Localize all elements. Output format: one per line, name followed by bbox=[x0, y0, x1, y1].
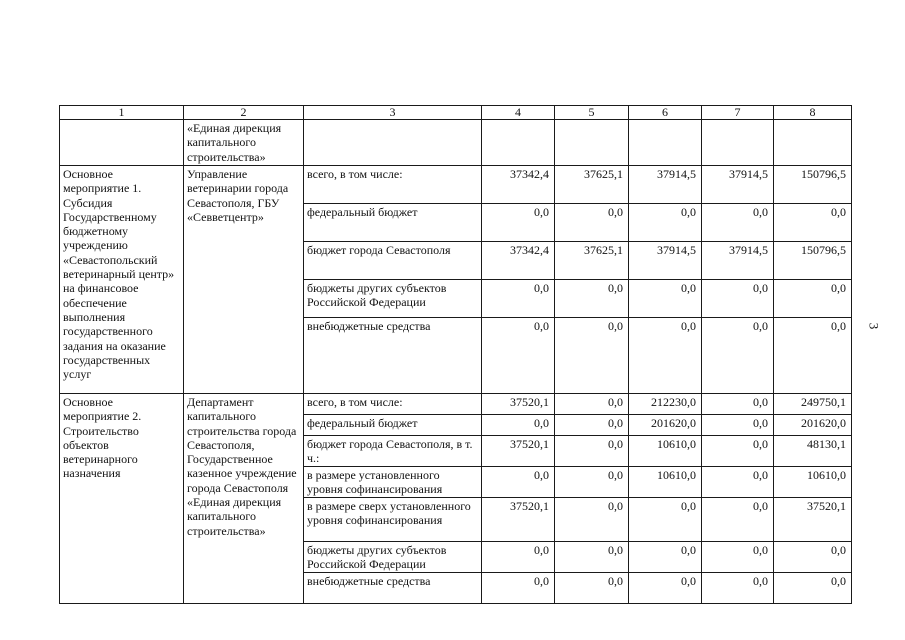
value-cell: 0,0 bbox=[774, 204, 852, 242]
funding-source-cell: всего, в том числе: bbox=[304, 166, 482, 204]
value-cell: 0,0 bbox=[629, 497, 702, 541]
value-cell: 0,0 bbox=[629, 541, 702, 572]
empty-cell bbox=[304, 120, 482, 166]
value-cell: 0,0 bbox=[482, 415, 555, 436]
value-cell: 10610,0 bbox=[629, 467, 702, 498]
table-row bbox=[60, 394, 852, 415]
value-cell: 0,0 bbox=[482, 204, 555, 242]
table-row bbox=[60, 166, 852, 204]
funding-source-cell: в размере сверх установленного уровня софинансирования bbox=[304, 497, 482, 541]
value-cell: 37914,5 bbox=[702, 242, 774, 280]
column-header: 3 bbox=[304, 106, 482, 120]
value-cell: 0,0 bbox=[774, 541, 852, 572]
value-cell: 212230,0 bbox=[629, 394, 702, 415]
page-number: 3 bbox=[866, 322, 882, 330]
value-cell: 201620,0 bbox=[774, 415, 852, 436]
value-cell: 0,0 bbox=[629, 204, 702, 242]
value-cell: 37342,4 bbox=[482, 242, 555, 280]
value-cell: 0,0 bbox=[555, 436, 629, 467]
executor-cell: Департамент капитального строительства города Севастополя, Государственное казенное учреждение города Севастополя «Единая дирекция капитального строительства» bbox=[184, 394, 304, 604]
value-cell: 0,0 bbox=[702, 318, 774, 394]
empty-cell bbox=[555, 120, 629, 166]
column-header: 2 bbox=[184, 106, 304, 120]
funding-source-cell: внебюджетные средства bbox=[304, 318, 482, 394]
value-cell: 0,0 bbox=[774, 318, 852, 394]
continuation-row bbox=[60, 120, 852, 166]
value-cell: 37520,1 bbox=[482, 497, 555, 541]
column-header: 1 bbox=[60, 106, 184, 120]
value-cell: 150796,5 bbox=[774, 166, 852, 204]
value-cell: 0,0 bbox=[555, 280, 629, 318]
value-cell: 0,0 bbox=[702, 467, 774, 498]
value-cell: 0,0 bbox=[702, 204, 774, 242]
value-cell: 37625,1 bbox=[555, 242, 629, 280]
value-cell: 0,0 bbox=[555, 415, 629, 436]
value-cell: 0,0 bbox=[555, 204, 629, 242]
empty-cell bbox=[629, 120, 702, 166]
funding-source-cell: бюджеты других субъектов Российской Федерации bbox=[304, 280, 482, 318]
executor-cell: «Единая дирекция капитального строительства» bbox=[184, 120, 304, 166]
funding-source-cell: всего, в том числе: bbox=[304, 394, 482, 415]
value-cell: 0,0 bbox=[482, 467, 555, 498]
header-row bbox=[60, 106, 852, 120]
value-cell: 0,0 bbox=[482, 280, 555, 318]
value-cell: 0,0 bbox=[555, 318, 629, 394]
value-cell: 0,0 bbox=[629, 280, 702, 318]
value-cell: 0,0 bbox=[702, 497, 774, 541]
value-cell: 37520,1 bbox=[482, 436, 555, 467]
value-cell: 0,0 bbox=[555, 572, 629, 603]
column-header: 6 bbox=[629, 106, 702, 120]
value-cell: 10610,0 bbox=[774, 467, 852, 498]
value-cell: 0,0 bbox=[702, 280, 774, 318]
value-cell: 0,0 bbox=[702, 436, 774, 467]
value-cell: 0,0 bbox=[702, 415, 774, 436]
value-cell: 37914,5 bbox=[629, 166, 702, 204]
measure-name-cell bbox=[60, 120, 184, 166]
column-header: 4 bbox=[482, 106, 555, 120]
funding-source-cell: бюджет города Севастополя, в т. ч.: bbox=[304, 436, 482, 467]
funding-source-cell: федеральный бюджет bbox=[304, 204, 482, 242]
value-cell: 0,0 bbox=[555, 541, 629, 572]
funding-source-cell: внебюджетные средства bbox=[304, 572, 482, 603]
financing-table bbox=[59, 105, 852, 604]
value-cell: 0,0 bbox=[702, 572, 774, 603]
column-header: 7 bbox=[702, 106, 774, 120]
empty-cell bbox=[702, 120, 774, 166]
value-cell: 37914,5 bbox=[702, 166, 774, 204]
value-cell: 0,0 bbox=[555, 394, 629, 415]
empty-cell bbox=[774, 120, 852, 166]
measure-name-cell: Основное мероприятие 1. Субсидия Государственному бюджетному учреждению «Севастопольский ветеринарный центр» на финансовое обеспечение выполнения государственного задания на оказание государственных услуг bbox=[60, 166, 184, 394]
value-cell: 0,0 bbox=[482, 572, 555, 603]
value-cell: 48130,1 bbox=[774, 436, 852, 467]
column-header: 8 bbox=[774, 106, 852, 120]
column-header: 5 bbox=[555, 106, 629, 120]
value-cell: 37520,1 bbox=[774, 497, 852, 541]
value-cell: 37914,5 bbox=[629, 242, 702, 280]
funding-source-cell: бюджет города Севастополя bbox=[304, 242, 482, 280]
value-cell: 150796,5 bbox=[774, 242, 852, 280]
value-cell: 0,0 bbox=[702, 394, 774, 415]
value-cell: 201620,0 bbox=[629, 415, 702, 436]
value-cell: 0,0 bbox=[629, 572, 702, 603]
value-cell: 10610,0 bbox=[629, 436, 702, 467]
value-cell: 37625,1 bbox=[555, 166, 629, 204]
value-cell: 249750,1 bbox=[774, 394, 852, 415]
value-cell: 0,0 bbox=[774, 280, 852, 318]
value-cell: 0,0 bbox=[482, 541, 555, 572]
value-cell: 37520,1 bbox=[482, 394, 555, 415]
value-cell: 0,0 bbox=[774, 572, 852, 603]
funding-source-cell: бюджеты других субъектов Российской Федерации bbox=[304, 541, 482, 572]
value-cell: 37342,4 bbox=[482, 166, 555, 204]
value-cell: 0,0 bbox=[482, 318, 555, 394]
value-cell: 0,0 bbox=[555, 497, 629, 541]
measure-name-cell: Основное мероприятие 2. Строительство объектов ветеринарного назначения bbox=[60, 394, 184, 604]
funding-source-cell: в размере установленного уровня софинансирования bbox=[304, 467, 482, 498]
value-cell: 0,0 bbox=[702, 541, 774, 572]
executor-cell: Управление ветеринарии города Севастополя, ГБУ «Севветцентр» bbox=[184, 166, 304, 394]
funding-source-cell: федеральный бюджет bbox=[304, 415, 482, 436]
value-cell: 0,0 bbox=[629, 318, 702, 394]
empty-cell bbox=[482, 120, 555, 166]
value-cell: 0,0 bbox=[555, 467, 629, 498]
